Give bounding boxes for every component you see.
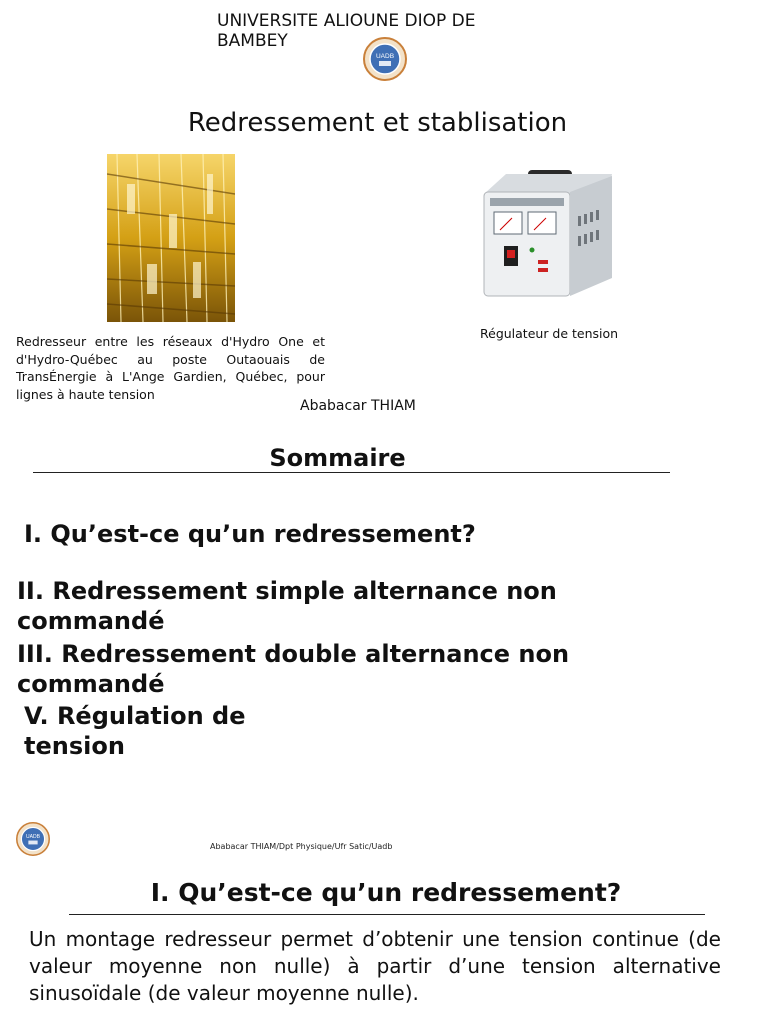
section-heading: I. Qu’est-ce qu’un redressement? [150,878,622,907]
seal-label: UADB [375,53,395,60]
footer-seal-logo [16,822,50,856]
university-name: UNIVERSITE ALIOUNE DIOP DE BAMBEY [217,11,476,51]
footer-seal-label: UADB [26,834,40,841]
toc-item-3: III. Redressement double alternance non commandé [17,640,570,698]
university-seal-logo [363,37,407,81]
toc-item-2: II. Redressement simple alternance non commandé [17,577,557,635]
toc-item-1: I. Qu’est-ce qu’un redressement? [24,520,476,548]
toc-item-4: V. Régulation de tension [24,702,246,760]
author-name: Ababacar THIAM [300,398,416,414]
section-paragraph: Un montage redresseur permet d’obtenir une tension continue (de valeur moyenne non nulle) à partir d’une tension alternative sinusoïdale (de valeur moyenne nulle). [29,927,721,1005]
heading-divider [33,472,670,473]
slide-footer: Ababacar THIAM/Dpt Physique/Ufr Satic/Uadb [210,842,393,851]
sommaire-heading: Sommaire [269,444,406,472]
voltage-regulator-photo [440,150,656,318]
regulator-caption: Régulateur de tension [480,326,619,341]
section-divider [69,914,705,915]
slide-title: Redressement et stablisation [187,108,568,138]
rectifier-station-photo [107,154,235,322]
rectifier-caption: Redresseur entre les réseaux d'Hydro One et d'Hydro-Québec au poste Outaouais de TransÉnergie à L'Ange Gardien, Québec, pour lignes à haute tension [16,334,325,402]
